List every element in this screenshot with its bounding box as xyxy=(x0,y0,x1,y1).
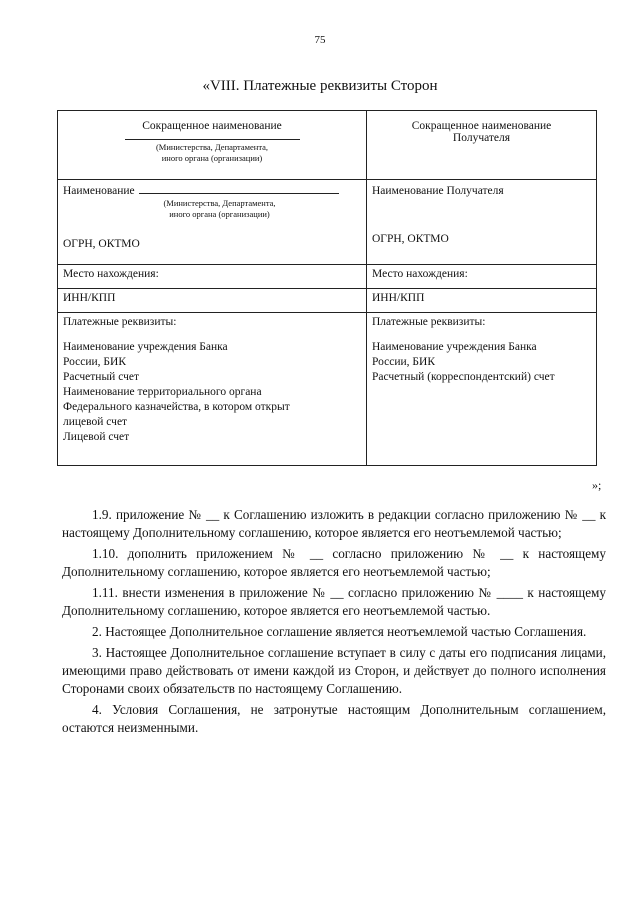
name-left-line xyxy=(63,185,361,197)
payment-left-line: Лицевой счет xyxy=(63,431,130,443)
paragraph: 1.11. внести изменения в приложение № __ согласно приложению № ____ к настоящему Дополнительному соглашению, которое является его неотъемлемой частью. xyxy=(62,585,606,618)
header-left-cell xyxy=(58,111,367,180)
header-right-line1: Сокращенное наименование xyxy=(411,120,552,132)
header-left-title: Сокращенное наименование xyxy=(142,120,282,132)
name-left-underline xyxy=(139,192,339,194)
location-row xyxy=(58,265,597,289)
header-left-note-2: иного органа (организации) xyxy=(161,153,263,163)
paragraph: 2. Настоящее Дополнительное соглашение является неотъемлемой частью Соглашения. xyxy=(92,624,587,639)
payment-left-line: лицевой счет xyxy=(63,416,128,428)
inn-row xyxy=(58,289,597,313)
inn-right: ИНН/КПП xyxy=(367,289,597,313)
payment-details-table xyxy=(57,110,597,466)
header-left-underline xyxy=(125,138,300,140)
payment-right-cell xyxy=(367,313,597,466)
name-left-note-2: иного органа (организации) xyxy=(169,209,270,219)
payment-row xyxy=(58,313,597,466)
name-left-label: Наименование xyxy=(63,185,135,197)
payment-left-title: Платежные реквизиты: xyxy=(63,316,177,328)
inn-left: ИНН/КПП xyxy=(58,289,367,313)
amendment-text xyxy=(62,506,606,740)
payment-right-line: Расчетный (корреспондентский) счет xyxy=(372,371,555,383)
table-header-row xyxy=(58,111,597,180)
table-end-mark: »; xyxy=(592,478,602,492)
payment-right-title: Платежные реквизиты: xyxy=(372,316,486,328)
section-title: «VIII. Платежные реквизиты Сторон xyxy=(202,78,438,94)
header-right-cell xyxy=(367,111,597,180)
name-right-cell xyxy=(367,180,597,265)
payment-right-list xyxy=(372,340,591,385)
payment-left-line: России, БИК xyxy=(63,356,126,368)
payment-left-list xyxy=(63,340,361,445)
name-left-note-1: (Министерства, Департамента, xyxy=(163,198,276,208)
paragraph: 3. Настоящее Дополнительное соглашение вступает в силу с даты его подписания лицами, имеющими право действовать от имени каждой из Сторон, и действует до полного исполнения Сторонами своих обязательств по настоящему Соглашению. xyxy=(62,645,606,696)
page-number: 75 xyxy=(314,34,326,46)
payment-left-cell xyxy=(58,313,367,466)
location-left: Место нахождения: xyxy=(58,265,367,289)
payment-left-line: Наименование территориального органа xyxy=(63,386,262,398)
payment-left-line: Федерального казначейства, в котором открыт xyxy=(63,401,290,413)
name-left-cell xyxy=(58,180,367,265)
name-row xyxy=(58,180,597,265)
location-right: Место нахождения: xyxy=(367,265,597,289)
payment-left-line: Наименование учреждения Банка xyxy=(63,341,228,353)
paragraph: 4. Условия Соглашения, не затронутые настоящим Дополнительным соглашением, остаются неизменными. xyxy=(62,702,606,735)
paragraph: 1.9. приложение № __ к Соглашению изложить в редакции согласно приложению № __ к настоящему Дополнительному соглашению, которое является его неотъемлемой частью; xyxy=(62,507,606,540)
ogrn-left: ОГРН, ОКТМО xyxy=(63,238,140,250)
payment-right-line: Наименование учреждения Банка xyxy=(372,341,537,353)
header-right-line2: Получателя xyxy=(452,132,511,144)
name-right: Наименование Получателя xyxy=(372,185,504,197)
ogrn-right: ОГРН, ОКТМО xyxy=(372,233,449,245)
paragraph: 1.10. дополнить приложением № __ согласно приложению № __ к настоящему Дополнительному соглашению, которое является его неотъемлемой частью; xyxy=(62,546,606,579)
header-left-note-1: (Министерства, Департамента, xyxy=(155,142,269,152)
payment-left-line: Расчетный счет xyxy=(63,371,139,383)
payment-right-line: России, БИК xyxy=(372,356,435,368)
